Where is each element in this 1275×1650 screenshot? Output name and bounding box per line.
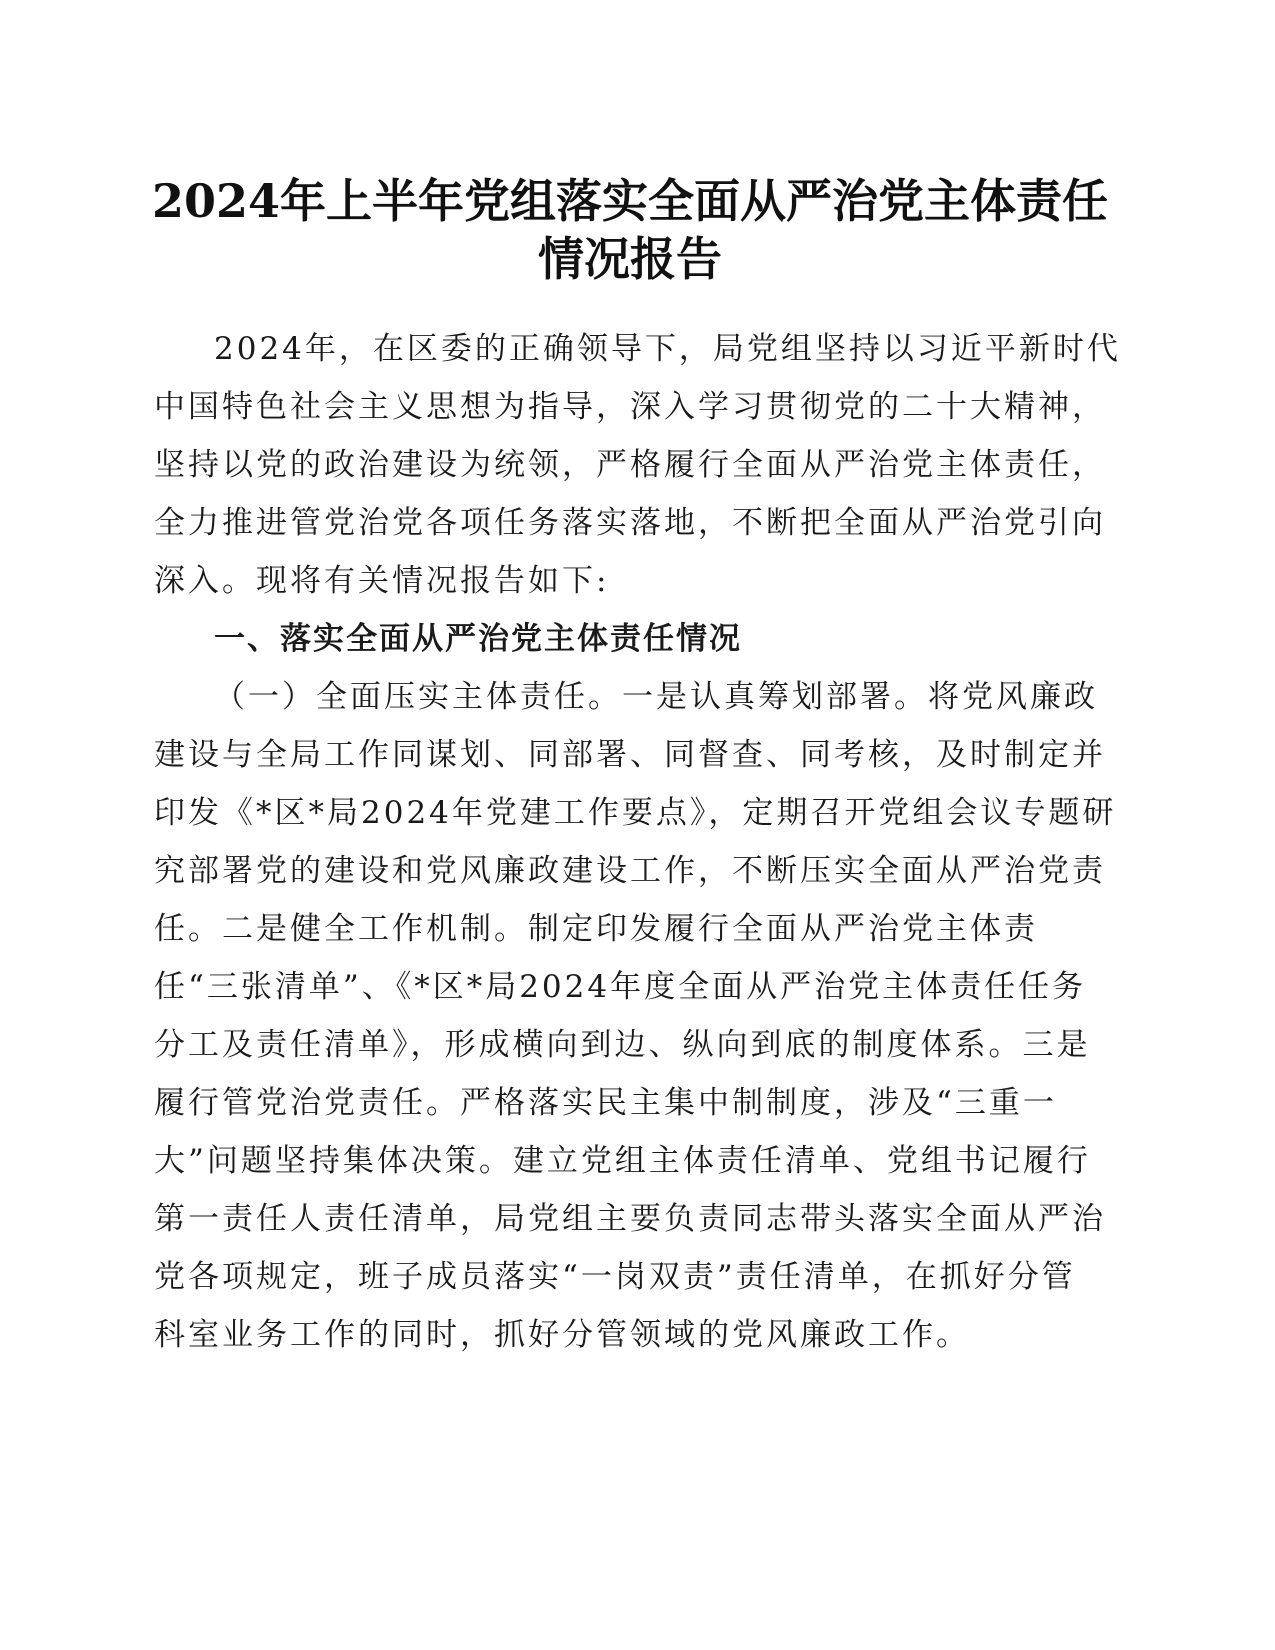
- paragraph-line: 建设与全局工作同谋划、同部署、同督查、同考核，及时制定并: [154, 737, 1106, 773]
- paragraph-line: 大”问题坚持集体决策。建立党组主体责任清单、党组书记履行: [154, 1143, 1091, 1179]
- paragraph-line: 分工及责任清单》，形成横向到边、纵向到底的制度体系。三是: [154, 1027, 1091, 1063]
- section-heading: 一、落实全面从严治党主体责任情况: [214, 621, 742, 657]
- paragraph-line: 究部署党的建设和党风廉政建设工作，不断压实全面从严治党责: [154, 853, 1106, 889]
- paragraph-line: 全力推进管党治党各项任务落实落地，不断把全面从严治党引向: [154, 505, 1106, 541]
- title-line-2: 情况报告: [538, 232, 722, 286]
- paragraph-line: 中国特色社会主义思想为指导，深入学习贯彻党的二十大精神，: [154, 389, 1106, 425]
- paragraph-line: 深入。现将有关情况报告如下:: [154, 563, 610, 599]
- title-line-1: 2024年上半年党组落实全面从严治党主体责任: [151, 174, 1109, 228]
- document-body: [154, 320, 1121, 1364]
- paragraph-line: 印发《*区*局2024年党建工作要点》，定期召开党组会议专题研: [154, 795, 1117, 831]
- paragraph-line: 第一责任人责任清单，局党组主要负责同志带头落实全面从严治: [154, 1201, 1106, 1237]
- document-title: [150, 172, 1110, 288]
- paragraph-line: 任“三张清单”、《*区*局2024年度全面从严治党主体责任任务: [154, 969, 1087, 1005]
- paragraph-line: 2024年，在区委的正确领导下，局党组坚持以习近平新时代: [214, 331, 1121, 367]
- paragraph-line: 任。二是健全工作机制。制定印发履行全面从严治党主体责: [154, 911, 1038, 947]
- intro-paragraph: [154, 320, 1121, 610]
- paragraph-line: 履行管党治党责任。严格落实民主集中制制度，涉及“三重一: [154, 1085, 1057, 1121]
- paragraph-line: （一）全面压实主体责任。一是认真筹划部署。将党风廉政: [214, 679, 1098, 715]
- paragraph-line: 科室业务工作的同时，抓好分管领域的党风廉政工作。: [154, 1317, 970, 1353]
- section1-paragraph: [154, 668, 1117, 1364]
- paragraph-line: 党各项规定，班子成员落实“一岗双责”责任清单，在抓好分管: [154, 1259, 1076, 1295]
- paragraph-line: 坚持以党的政治建设为统领，严格履行全面从严治党主体责任，: [154, 447, 1106, 483]
